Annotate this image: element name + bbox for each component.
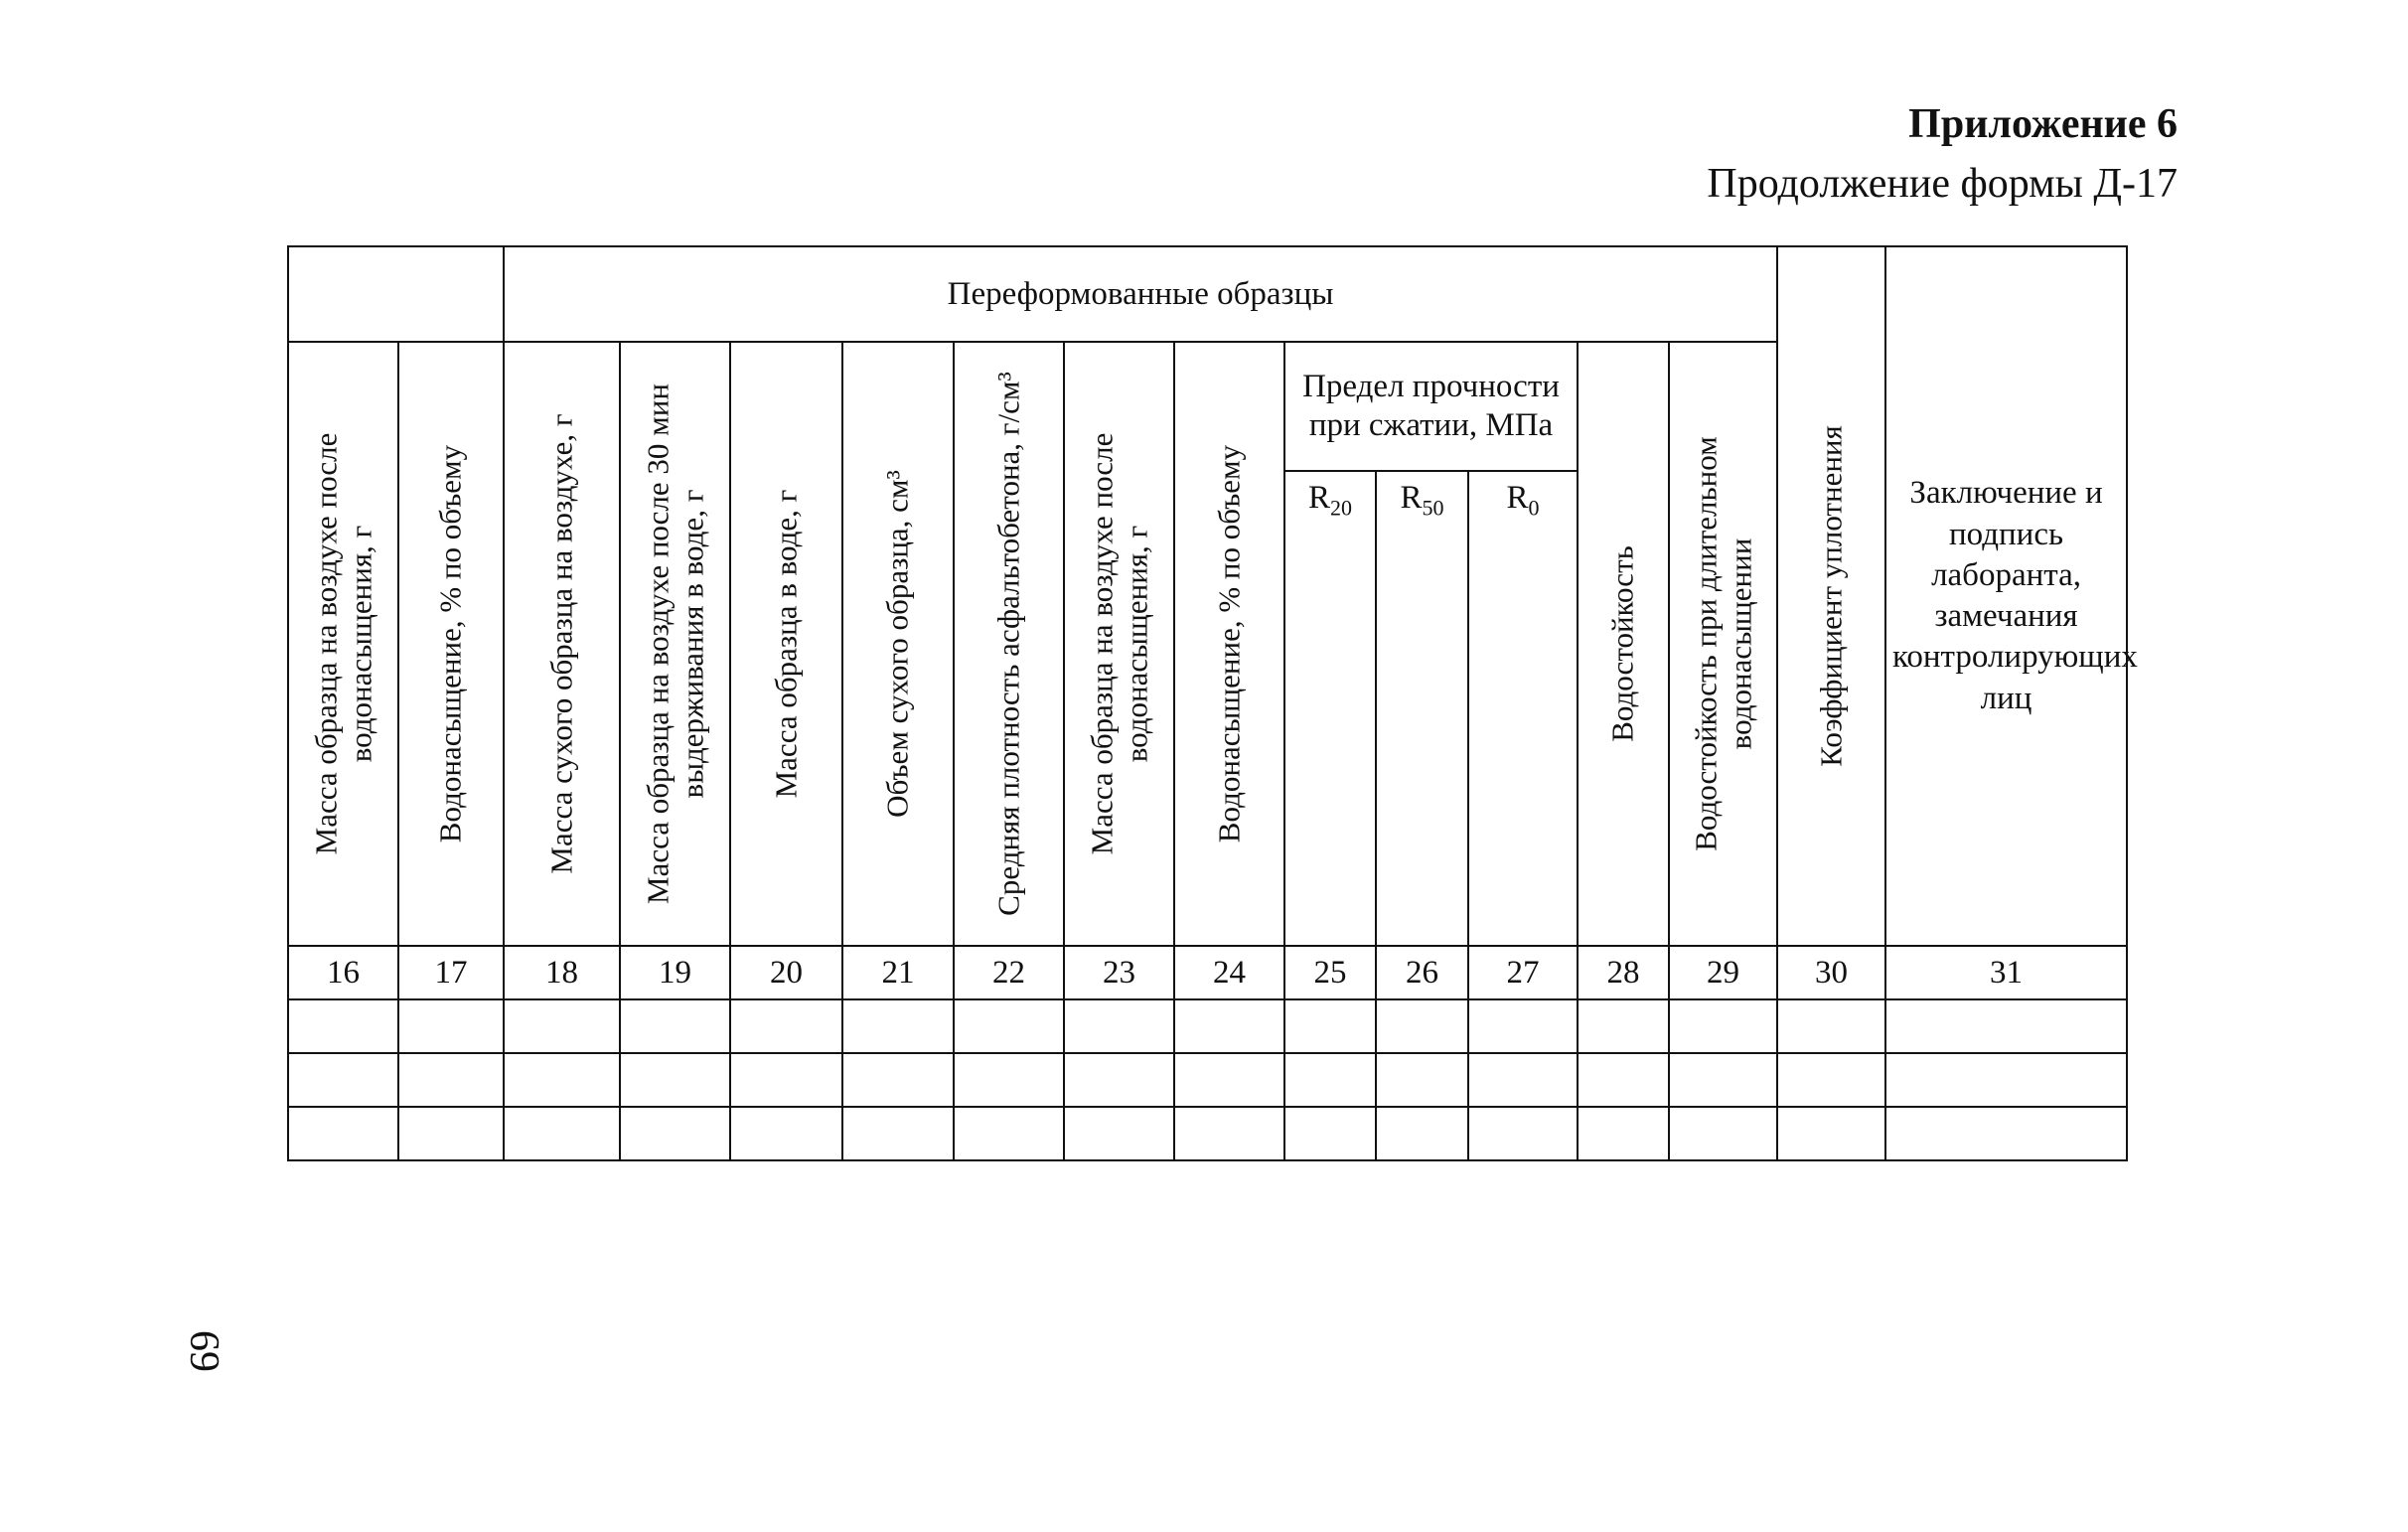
empty-cell[interactable] [620, 999, 730, 1053]
col-23-header [1064, 342, 1174, 946]
col-18-label: Масса сухого образца на воздухе, г [543, 413, 579, 874]
col-17-label: Водонасыщение, % по объему [432, 444, 468, 843]
empty-cell[interactable] [398, 999, 504, 1053]
col-29-label: Водостойкость при длительном водонасыщении [1687, 436, 1757, 851]
col-number: 19 [620, 946, 730, 999]
col-number: 22 [954, 946, 1064, 999]
empty-cell[interactable] [1376, 999, 1468, 1053]
col-19-header [620, 342, 730, 946]
empty-cell[interactable] [1174, 999, 1284, 1053]
strength-group-header: Предел прочности при сжатии, МПа [1284, 342, 1578, 471]
col-29-header [1669, 342, 1777, 946]
col-20-header [730, 342, 842, 946]
col-number: 31 [1885, 946, 2127, 999]
r0-base: R [1506, 480, 1529, 516]
col-21-label: Объем сухого образца, см³ [879, 470, 915, 818]
empty-cell[interactable] [1284, 1053, 1376, 1107]
header-blank-cell [288, 246, 504, 342]
col-30-label: Коэффициент уплотнения [1813, 425, 1849, 767]
col-23-label: Масса образца на воздухе после водонасыщения, г [1083, 432, 1153, 855]
empty-cell[interactable] [954, 1107, 1064, 1160]
table-row [288, 1107, 2127, 1160]
form-continuation-title: Продолжение формы Д-17 [1707, 161, 2178, 207]
empty-cell[interactable] [620, 1107, 730, 1160]
empty-cell[interactable] [398, 1053, 504, 1107]
r20-sub: 20 [1330, 495, 1352, 521]
empty-cell[interactable] [1284, 1107, 1376, 1160]
appendix-title: Приложение 6 [1908, 101, 2178, 147]
empty-cell[interactable] [1777, 1107, 1885, 1160]
empty-cell[interactable] [954, 999, 1064, 1053]
col-number: 29 [1669, 946, 1777, 999]
empty-cell[interactable] [398, 1107, 504, 1160]
col-30-header [1777, 246, 1885, 946]
col-25-header-r20 [1284, 471, 1376, 946]
col-19-label: Масса образца на воздухе после 30 мин выдерживания в воде, г [639, 383, 709, 904]
empty-cell[interactable] [730, 1053, 842, 1107]
empty-cell[interactable] [842, 1053, 954, 1107]
col-28-label: Водостойкость [1604, 545, 1640, 742]
empty-cell[interactable] [1064, 999, 1174, 1053]
col-number: 23 [1064, 946, 1174, 999]
col-number: 16 [288, 946, 398, 999]
col-number: 25 [1284, 946, 1376, 999]
r0-sub: 0 [1528, 495, 1540, 521]
col-28-header [1578, 342, 1669, 946]
r50-base: R [1400, 480, 1423, 516]
group-header-reformed-samples: Переформованные образцы [504, 246, 1777, 342]
empty-cell[interactable] [1578, 999, 1669, 1053]
empty-cell[interactable] [288, 999, 398, 1053]
col-18-header [504, 342, 620, 946]
column-number-row [288, 946, 2127, 999]
empty-cell[interactable] [842, 1107, 954, 1160]
col-22-label: Средняя плотность асфальтобетона, г/см³ [990, 372, 1026, 916]
col-17-header [398, 342, 504, 946]
empty-cell[interactable] [620, 1053, 730, 1107]
empty-cell[interactable] [1885, 1107, 2127, 1160]
col-21-header [842, 342, 954, 946]
table-row [288, 999, 2127, 1053]
empty-cell[interactable] [1174, 1107, 1284, 1160]
empty-cell[interactable] [1284, 999, 1376, 1053]
empty-cell[interactable] [1669, 1107, 1777, 1160]
col-31-header: Заключение и подпись лаборанта, замечания контролирующих лиц [1885, 246, 2127, 946]
page-number: 69 [181, 1330, 226, 1372]
empty-cell[interactable] [1578, 1107, 1669, 1160]
col-26-header-r50 [1376, 471, 1468, 946]
empty-cell[interactable] [1885, 1053, 2127, 1107]
empty-cell[interactable] [730, 1107, 842, 1160]
r20-base: R [1307, 480, 1330, 516]
col-20-label: Масса образца в воде, г [768, 489, 804, 799]
col-number: 30 [1777, 946, 1885, 999]
col-16-label: Масса образца на воздухе после водонасыщения, г [307, 432, 377, 855]
col-number: 24 [1174, 946, 1284, 999]
empty-cell[interactable] [1468, 1107, 1578, 1160]
empty-cell[interactable] [504, 1053, 620, 1107]
empty-cell[interactable] [954, 1053, 1064, 1107]
col-27-header-r0 [1468, 471, 1578, 946]
col-24-header [1174, 342, 1284, 946]
empty-cell[interactable] [1777, 1053, 1885, 1107]
col-number: 28 [1578, 946, 1669, 999]
empty-cell[interactable] [1468, 999, 1578, 1053]
empty-cell[interactable] [1376, 1107, 1468, 1160]
empty-cell[interactable] [1885, 999, 2127, 1053]
empty-cell[interactable] [1174, 1053, 1284, 1107]
empty-cell[interactable] [730, 999, 842, 1053]
empty-cell[interactable] [1669, 999, 1777, 1053]
col-16-header [288, 342, 398, 946]
empty-cell[interactable] [1064, 1107, 1174, 1160]
col-number: 27 [1468, 946, 1578, 999]
col-number: 26 [1376, 946, 1468, 999]
col-22-header [954, 342, 1064, 946]
col-number: 21 [842, 946, 954, 999]
empty-cell[interactable] [1669, 1053, 1777, 1107]
empty-cell[interactable] [1376, 1053, 1468, 1107]
empty-cell[interactable] [1064, 1053, 1174, 1107]
r50-sub: 50 [1422, 495, 1444, 521]
empty-cell[interactable] [1777, 999, 1885, 1053]
empty-cell[interactable] [288, 1107, 398, 1160]
col-number: 18 [504, 946, 620, 999]
empty-cell[interactable] [504, 999, 620, 1053]
empty-cell[interactable] [1468, 1053, 1578, 1107]
table-row [288, 1053, 2127, 1107]
empty-cell[interactable] [288, 1053, 398, 1107]
empty-cell[interactable] [1578, 1053, 1669, 1107]
col-number: 17 [398, 946, 504, 999]
empty-cell[interactable] [504, 1107, 620, 1160]
col-number: 20 [730, 946, 842, 999]
empty-cell[interactable] [842, 999, 954, 1053]
form-table [287, 245, 2138, 1161]
col-24-label: Водонасыщение, % по объему [1211, 444, 1247, 843]
